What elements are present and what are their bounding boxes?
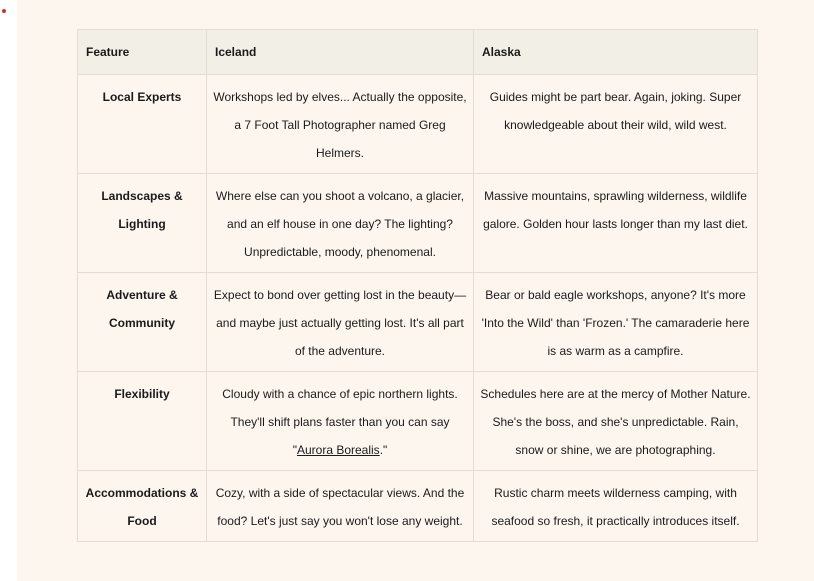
- feature-cell: Adventure & Community: [78, 273, 207, 372]
- alaska-cell: Massive mountains, sprawling wilderness, wildlife galore. Golden hour lasts longer than my last diet.: [474, 174, 758, 273]
- alaska-cell: Schedules here are at the mercy of Mother Nature. She's the boss, and she's unpredictable. Rain, snow or shine, we are photographing.: [474, 372, 758, 471]
- feature-cell: Landscapes & Lighting: [78, 174, 207, 273]
- comparison-table: [77, 29, 758, 542]
- table-row: [78, 174, 758, 273]
- alaska-cell: Bear or bald eagle workshops, anyone? It's more 'Into the Wild' than 'Frozen.' The camaraderie here is as warm as a campfire.: [474, 273, 758, 372]
- header-row: [78, 30, 758, 75]
- feature-cell: Accommodations & Food: [78, 471, 207, 542]
- feature-cell: Local Experts: [78, 75, 207, 174]
- iceland-cell: Cozy, with a side of spectacular views. And the food? Let's just say you won't lose any weight.: [207, 471, 474, 542]
- header-feature: Feature: [78, 30, 207, 75]
- feature-cell: Flexibility: [78, 372, 207, 471]
- iceland-cell: Workshops led by elves... Actually the opposite, a 7 Foot Tall Photographer named Greg Helmers.: [207, 75, 474, 174]
- header-iceland: Iceland: [207, 30, 474, 75]
- iceland-cell: Expect to bond over getting lost in the beauty—and maybe just actually getting lost. It's all part of the adventure.: [207, 273, 474, 372]
- alaska-cell: Rustic charm meets wilderness camping, with seafood so fresh, it practically introduces itself.: [474, 471, 758, 542]
- aurora-borealis-link[interactable]: Aurora Borealis: [296, 443, 380, 457]
- iceland-cell: Where else can you shoot a volcano, a glacier, and an elf house in one day? The lighting? Unpredictable, moody, phenomenal.: [207, 174, 474, 273]
- table-row: [78, 273, 758, 372]
- header-alaska: Alaska: [474, 30, 758, 75]
- table-row: [78, 372, 758, 471]
- alaska-cell: Guides might be part bear. Again, joking. Super knowledgeable about their wild, wild west.: [474, 75, 758, 174]
- marker-dot: [2, 9, 6, 13]
- iceland-text-before: Cloudy with a chance of epic northern lights. They'll shift plans faster than you can say ": [222, 387, 458, 457]
- table-row: [78, 471, 758, 542]
- iceland-text-after: .": [379, 443, 388, 457]
- table-header: [78, 30, 758, 75]
- page-content: [17, 0, 814, 581]
- iceland-cell: [207, 372, 474, 471]
- table-row: [78, 75, 758, 174]
- table-body: [78, 75, 758, 542]
